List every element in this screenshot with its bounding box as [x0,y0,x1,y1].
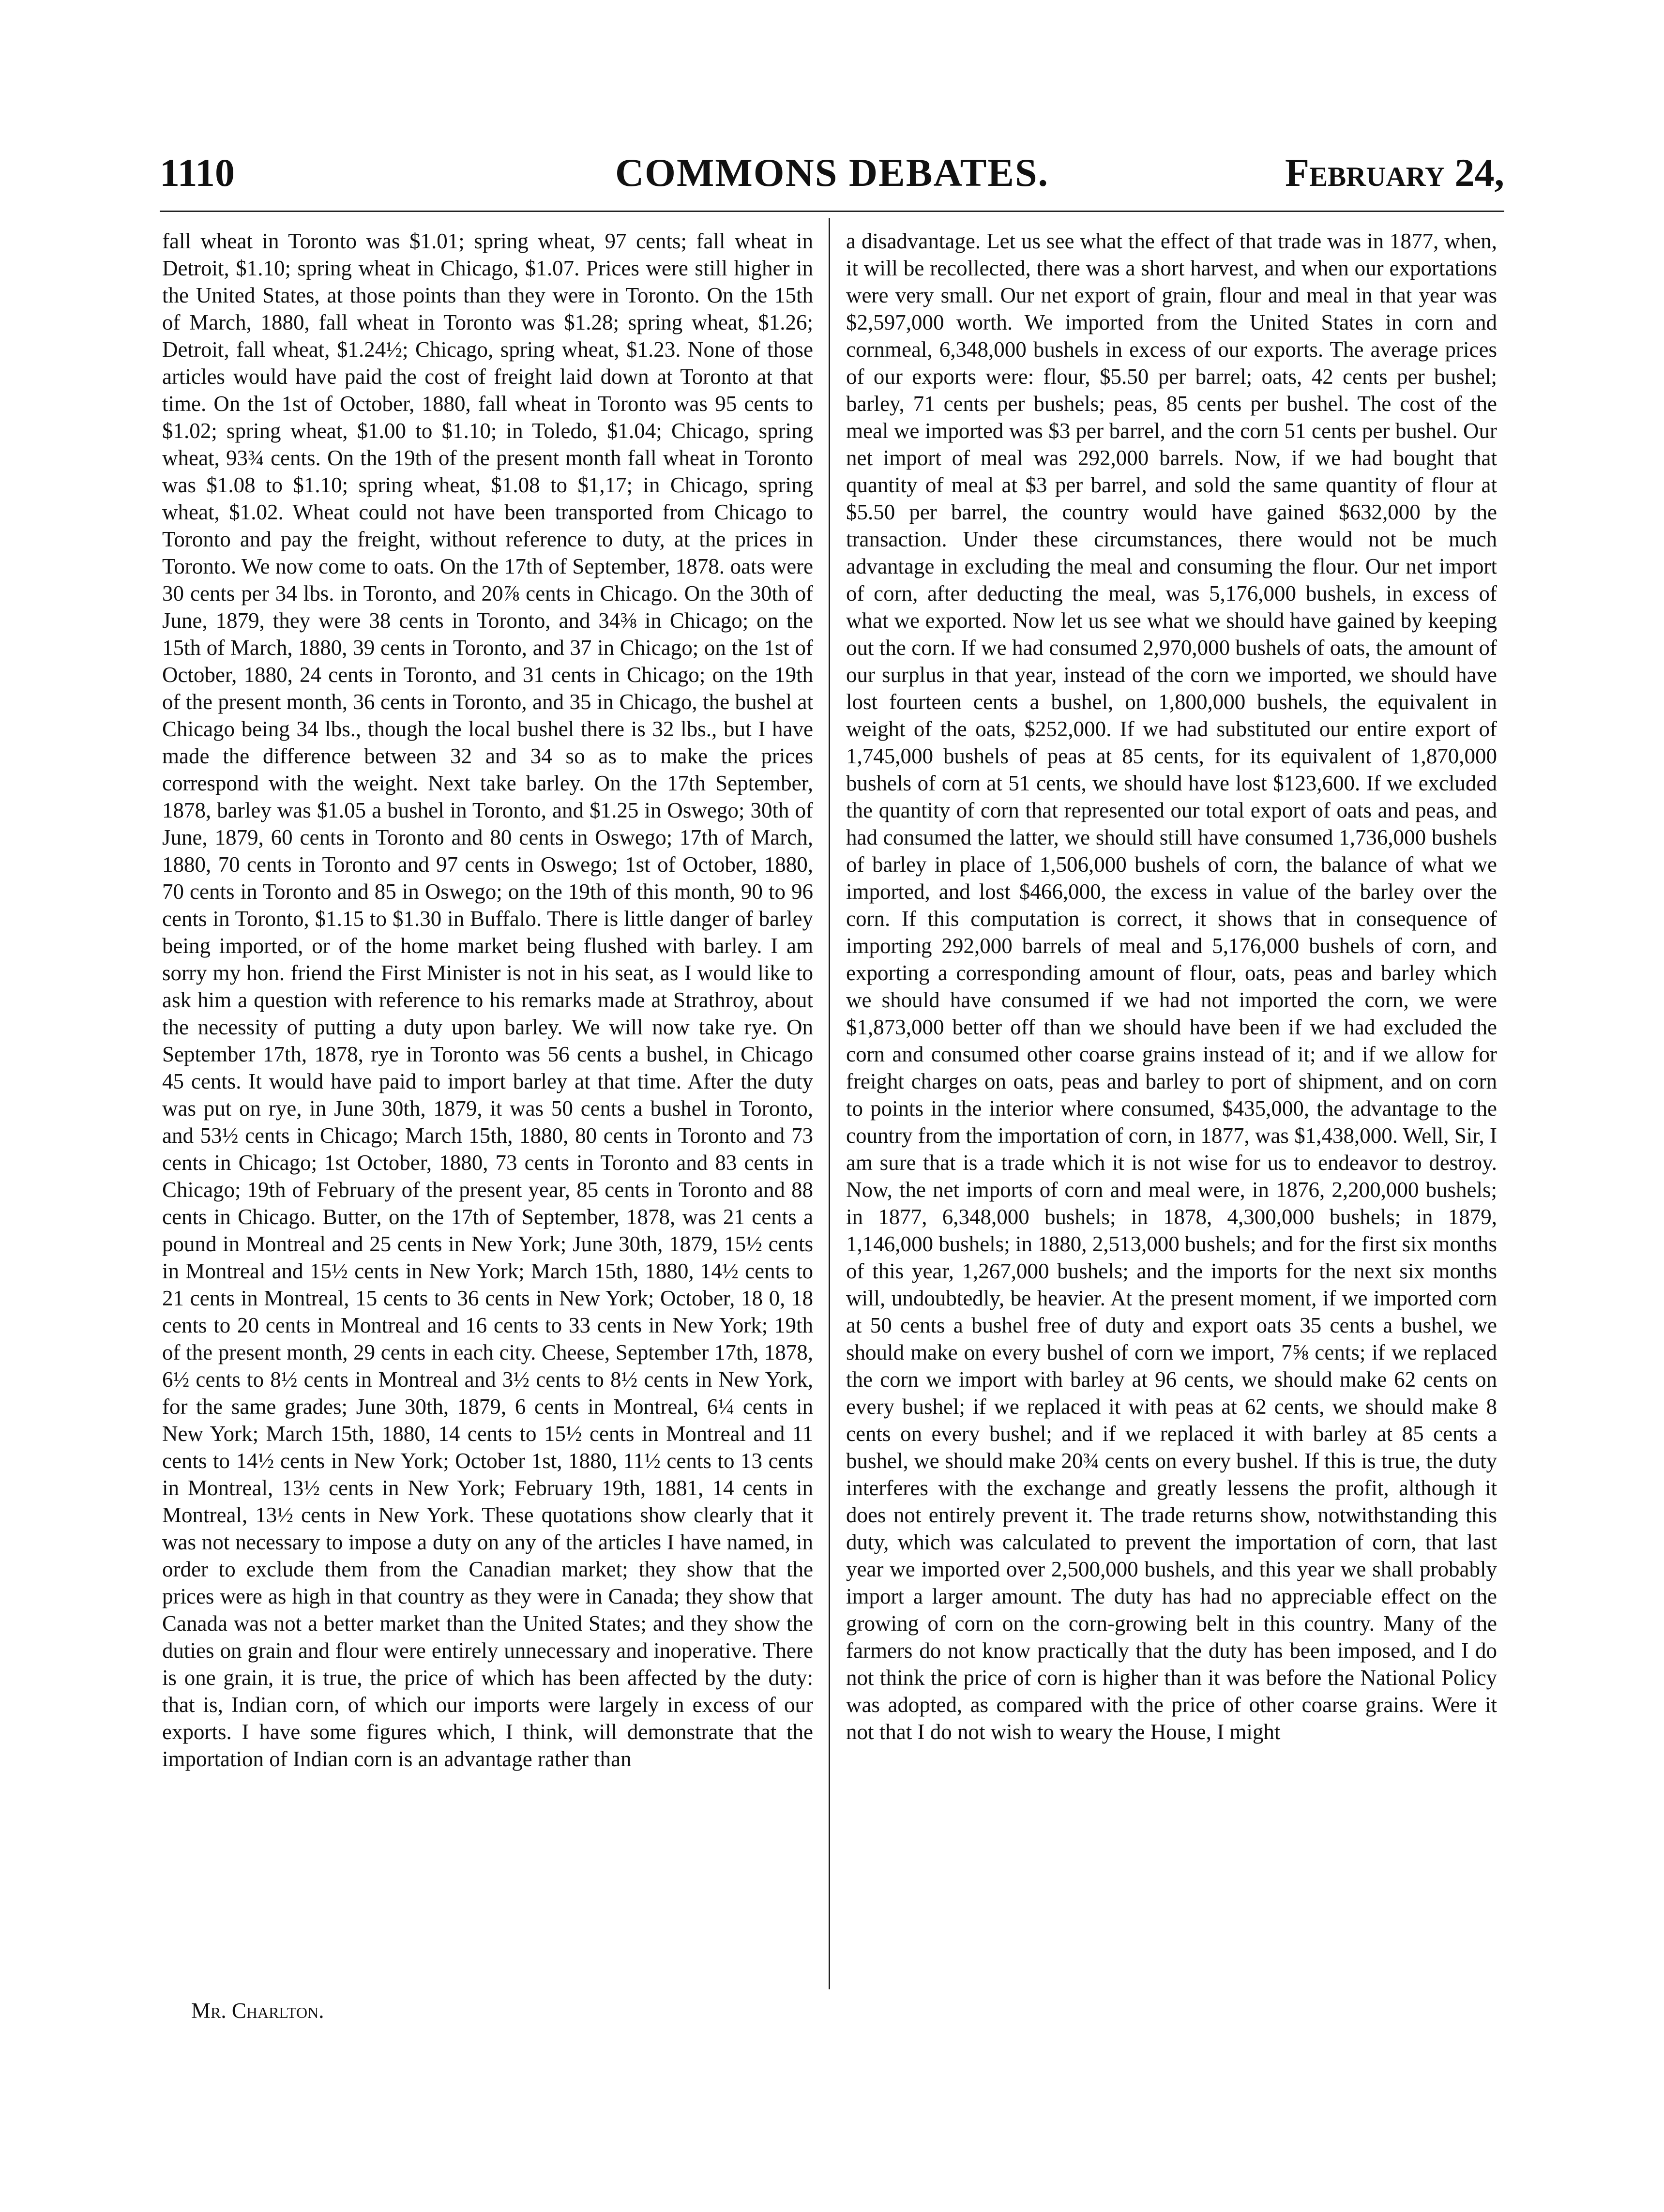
page-number: 1110 [160,151,235,195]
speaker-signature: Mr. Charlton. [191,1999,324,2023]
page-header [160,150,1504,208]
page-date: February 24, [1285,151,1504,195]
left-column [162,227,813,1773]
right-column [846,227,1497,1745]
header-rule [160,211,1504,212]
column-divider [829,218,830,1989]
page-title: COMMONS DEBATES. [615,151,1049,195]
right-column-text: a disadvantage. Let us see what the effect of that trade was in 1877, when, it will be recollected, there was a short harvest, and when our exportations were very small. Our net export of grain, flour and meal in that year was $2,597,000 worth. We imported from the United States in corn and cornmeal, 6,348,000 bushels in excess of our exports. The average prices of our exports were: flour, $5.50 per barrel; oats, 42 cents per bushel; barley, 71 cents per bushels; peas, 85 cents per bushel. The cost of the meal we imported was $3 per barrel, and the corn 51 cents per bushel. Our net import of meal was 292,000 barrels. Now, if we had bought that quantity of meal at $3 per barrel, and sold the same quantity of flour at $5.50 per barrel, the country would have gained $632,000 by the transaction. Under these circumstances, there would not be much advantage in excluding the meal and consuming the flour. Our net import of corn, after deducting the meal, was 5,176,000 bushels, in excess of what we exported. Now let us see what we should have gained by keeping out the corn. If we had consumed 2,970,000 bushels of oats, the amount of our surplus in that year, instead of the corn we imported, we should have lost fourteen cents a bushel, on 1,800,000 bushels, the equivalent in weight of the oats, $252,000. If we had substituted our entire export of 1,745,000 bushels of peas at 85 cents, for its equivalent of 1,870,000 bushels of corn at 51 cents, we should have lost $123,600. If we excluded the quantity of corn that represented our total export of oats and peas, and had consumed the latter, we should still have consumed 1,736,000 bushels of barley in place of 1,506,000 bushels of corn, the balance of what we imported, and lost $466,000, the excess in value of the barley over the corn. If this computation is correct, it shows that in consequence of importing 292,000 barrels of meal and 5,176,000 bushels of corn, and exporting a corresponding amount of flour, oats, peas and barley which we should have consumed if we had not imported the corn, we were $1,873,000 better off than we should have been if we had excluded the corn and consumed other coarse grains instead of it; and if we allow for freight charges on oats, peas and barley to port of shipment, and on corn to points in the interior where consumed, $435,000, the advantage to the country from the importation of corn, in 1877, was $1,438,000. Well, Sir, I am sure that is a trade which it is not wise for us to endeavor to destroy. Now, the net imports of corn and meal were, in 1876, 2,200,000 bushels; in 1877, 6,348,000 bushels; in 1878, 4,300,000 bushels; in 1879, 1,146,000 bushels; in 1880, 2,513,000 bushels; and for the first six months of this year, 1,267,000 bushels; and the imports for the next six months will, undoubtedly, be heavier. At the present moment, if we imported corn at 50 cents a bushel free of duty and export oats 35 cents a bushel, we should make on every bushel of corn we import, 7⅝ cents; if we replaced the corn we import with barley at 96 cents, we should make 62 cents on every bushel; if we replaced it with peas at 62 cents, we should make 8 cents on every bushel; and if we replaced it with barley at 85 cents a bushel, we should make 20¾ cents on every bushel. If this is true, the duty interferes with the exchange and greatly lessens the profit, although it does not entirely prevent it. The trade returns show, notwithstanding this duty, which was calculated to prevent the importation of corn, that last year we imported over 2,500,000 bushels, and this year we shall probably import a larger amount. The duty has had no appreciable effect on the growing of corn on the corn-growing belt in this country. Many of the farmers do not know practically that the duty has been imposed, and I do not think the price of corn is higher than it was before the National Policy was adopted, as compared with the price of other coarse grains. Were it not that I do not wish to weary the House, I might [846,229,1497,1744]
left-column-text: fall wheat in Toronto was $1.01; spring wheat, 97 cents; fall wheat in Detroit, $1.10; spring wheat in Chicago, $1.07. Prices were still higher in the United States, at those points than they were in Toronto. On the 15th of March, 1880, fall wheat in Toronto was $1.28; spring wheat, $1.26; Detroit, fall wheat, $1.24½; Chicago, spring wheat, $1.23. None of those articles would have paid the cost of freight laid down at Toronto at that time. On the 1st of October, 1880, fall wheat in Toronto was 95 cents to $1.02; spring wheat, $1.00 to $1.10; in Toledo, $1.04; Chicago, spring wheat, 93¾ cents. On the 19th of the present month fall wheat in Toronto was $1.08 to $1.10; spring wheat, $1.08 to $1,17; in Chicago, spring wheat, $1.02. Wheat could not have been transported from Chicago to Toronto and pay the freight, without reference to duty, at the prices in Toronto. We now come to oats. On the 17th of September, 1878. oats were 30 cents per 34 lbs. in Toronto, and 20⅞ cents in Chicago. On the 30th of June, 1879, they were 38 cents in Toronto, and 34⅜ in Chicago; on the 15th of March, 1880, 39 cents in Toronto, and 37 in Chicago; on the 1st of October, 1880, 24 cents in Toronto, and 31 cents in Chicago; on the 19th of the present month, 36 cents in Toronto, and 35 in Chicago, the bushel at Chicago being 34 lbs., though the local bushel there is 32 lbs., but I have made the difference between 32 and 34 so as to make the prices correspond with the weight. Next take barley. On the 17th September, 1878, barley was $1.05 a bushel in Toronto, and $1.25 in Oswego; 30th of June, 1879, 60 cents in Toronto and 80 cents in Oswego; 17th of March, 1880, 70 cents in Toronto and 97 cents in Oswego; 1st of October, 1880, 70 cents in Toronto and 85 in Oswego; on the 19th of this month, 90 to 96 cents in Toronto, $1.15 to $1.30 in Buffalo. There is little danger of barley being imported, or of the home market being flushed with barley. I am sorry my hon. friend the First Minister is not in his seat, as I would like to ask him a question with reference to his remarks made at Strathroy, about the necessity of putting a duty upon barley. We will now take rye. On September 17th, 1878, rye in Toronto was 56 cents a bushel, in Chicago 45 cents. It would have paid to import barley at that time. After the duty was put on rye, in June 30th, 1879, it was 50 cents a bushel in Toronto, and 53½ cents in Chicago; March 15th, 1880, 80 cents in Toronto and 73 cents in Chicago; 1st October, 1880, 73 cents in Toronto and 83 cents in Chicago; 19th of February of the present year, 85 cents in Toronto and 88 cents in Chicago. Butter, on the 17th of September, 1878, was 21 cents a pound in Montreal and 25 cents in New York; June 30th, 1879, 15½ cents in Montreal and 15½ cents in New York; March 15th, 1880, 14½ cents to 21 cents in Montreal, 15 cents to 36 cents in New York; October, 18 0, 18 cents to 20 cents in Montreal and 16 cents to 33 cents in New York; 19th of the present month, 29 cents in each city. Cheese, September 17th, 1878, 6½ cents to 8½ cents in Montreal and 3½ cents to 8½ cents in New York, for the same grades; June 30th, 1879, 6 cents in Montreal, 6¼ cents in New York; March 15th, 1880, 14 cents to 15½ cents in Montreal and 11 cents to 14½ cents in New York; October 1st, 1880, 11½ cents to 13 cents in Montreal, 13½ cents in New York; February 19th, 1881, 14 cents in Montreal, 13½ cents in New York. These quotations show clearly that it was not necessary to impose a duty on any of the articles I have named, in order to exclude them from the Canadian market; they show that the prices were as high in that country as they were in Canada; they show that Canada was not a better market than the United States; and they show the duties on grain and flour were entirely unnecessary and inoperative. There is one grain, it is true, the price of which has been affected by the duty: that is, Indian corn, of which our imports were largely in excess of our exports. I have some figures which, I think, will demonstrate that the importation of Indian corn is an advantage rather than [162,229,813,1771]
